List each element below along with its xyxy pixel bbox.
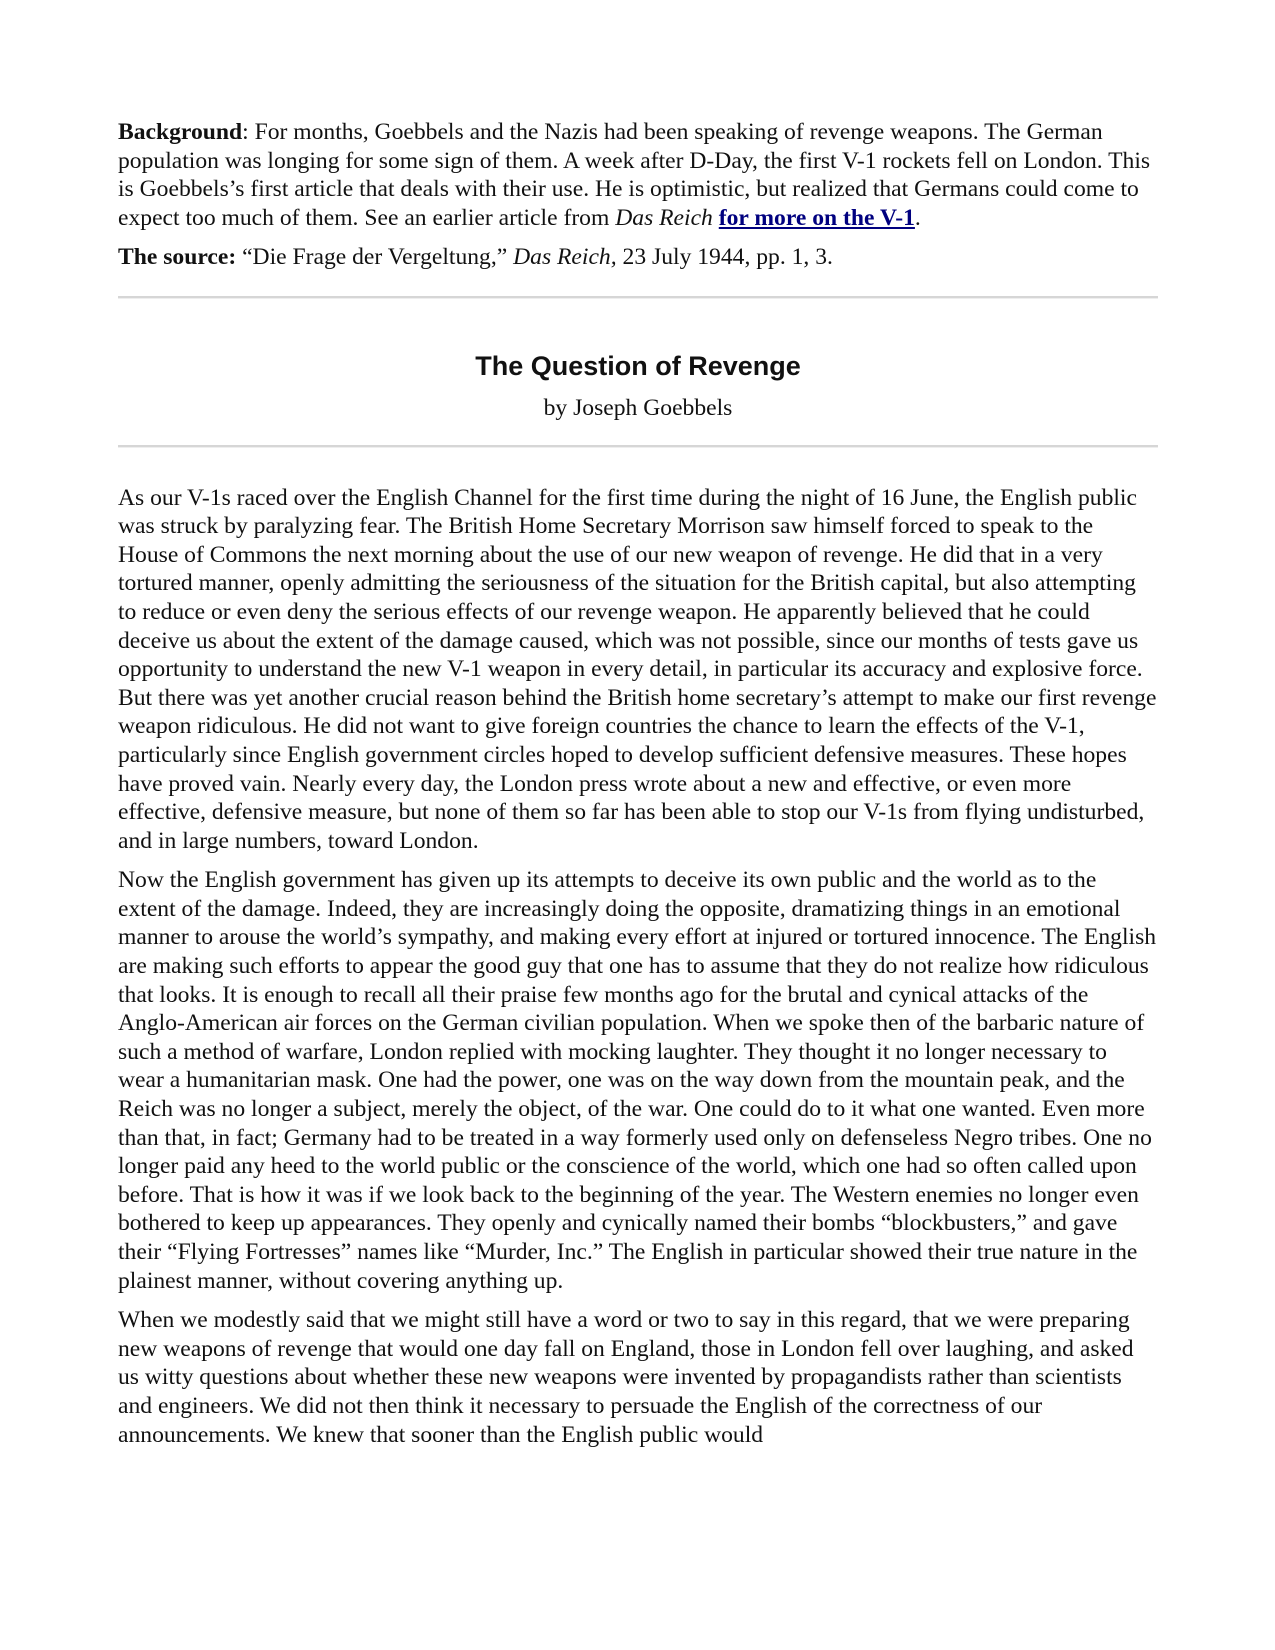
article-title: The Question of Revenge	[475, 350, 801, 381]
article-byline: by Joseph Goebbels	[543, 394, 733, 421]
article-body	[118, 484, 1158, 1450]
background-text: For months, Goebbels and the Nazis had been speaking of revenge weapons. The German population was longing for some sign of them. A week after D-Day, the first V-1 rockets fell on London. This is Goebbels’s first article that deals with their use. He is optimistic, but realized that Germans could come to expect too much of them. See an earlier article from	[118, 119, 1151, 231]
title-divider	[118, 445, 1158, 448]
background-paragraph	[118, 118, 1158, 232]
source-date-pages: 23 July 1944, pp. 1, 3.	[616, 244, 833, 271]
source-label: The source:	[118, 244, 237, 271]
article-paragraph: Now the English government has given up its attempts to deceive its own public and the world as to the extent of the damage. Indeed, they are increasingly doing the opposite, dramatizing things in an emotional manner to arouse the world’s sympathy, and making every effort at injured or tortured innocence. The English are making such efforts to appear the good guy that one has to assume that they do not realize how ridiculous that looks. It is enough to recall all their praise few months ago for the brutal and cynical attacks of the Anglo-American air forces on the German civilian population. When we spoke then of the barbaric nature of such a method of warfare, London replied with mocking laughter. They thought it no longer necessary to wear a humanitarian mask. One had the power, one was on the way down from the mountain peak, and the Reich was no longer a subject, merely the object, of the war. One could do to it what one wanted. Even more than that, in fact; Germany had to be treated in a way formerly used only on defenseless Negro tribes. One no longer paid any heed to the world public or the conscience of the world, which one had so often called upon before. That is how it was if we look back to the beginning of the year. The Western enemies no longer even bothered to keep up appearances. They openly and cynically named their bombs “blockbusters,” and gave their “Flying Fortresses” names like “Murder, Inc.” The English in particular showed their true nature in the plainest manner, without covering anything up.	[118, 867, 1157, 1294]
background-separator: :	[242, 119, 255, 145]
source-paragraph	[118, 243, 1158, 272]
intro-section	[118, 118, 1158, 272]
v1-article-link[interactable]: for more on the V-1	[718, 204, 915, 231]
top-divider	[118, 296, 1158, 299]
background-end: .	[914, 204, 921, 231]
article-paragraph: When we modestly said that we might still have a word or two to say in this regard, that we were preparing new weapons of revenge that would one day fall on England, those in London fell over laughing, and asked us witty questions about whether these new weapons were invented by propagandists rather than scientists and engineers. We did not then think it necessary to persuade the English of the correctness of our announcements. We knew that sooner than the English public would	[118, 1307, 1134, 1448]
background-label: Background	[118, 119, 243, 145]
article-paragraph: As our V-1s raced over the English Channel for the first time during the night of 16 June, the English public was struck by paralyzing fear. The British Home Secretary Morrison saw himself forced to speak to the House of Commons the next morning about the use of our new weapon of revenge. He did that in a very tortured manner, openly admitting the seriousness of the situation for the British capital, but also attempting to reduce or even deny the serious effects of our revenge weapon. He apparently believed that he could deceive us about the extent of the damage caused, which was not possible, since our months of tests gave us opportunity to understand the new V-1 weapon in every detail, in particular its accuracy and explosive force. But there was yet another crucial reason behind the British home secretary’s attempt to make our first revenge weapon ridiculous. He did not want to give foreign countries the chance to learn the effects of the V-1, particularly since English government circles hoped to develop sufficient defensive measures. These hopes have proved vain. Nearly every day, the London press wrote about a new and effective, or even more effective, defensive measure, but none of them so far has been able to stop our V-1s from flying undisturbed, and in large numbers, toward London.	[118, 484, 1157, 854]
background-publication: Das Reich	[615, 204, 713, 231]
source-publication: Das Reich,	[513, 244, 617, 271]
document-page	[118, 118, 1158, 1460]
source-title: “Die Frage der Vergeltung,”	[236, 244, 514, 271]
article-header	[118, 350, 1158, 423]
